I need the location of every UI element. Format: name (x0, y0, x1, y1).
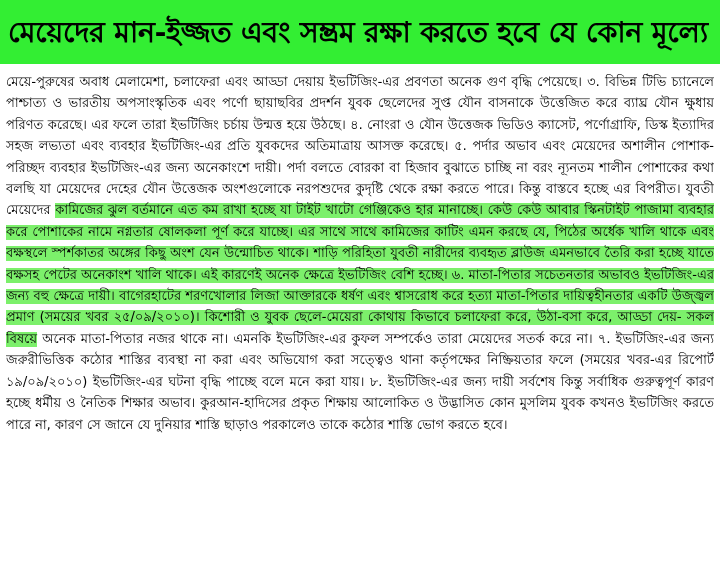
headline: মেয়েদের মান-ইজ্জত এবং সম্ভ্রম রক্ষা করতে হবে যে কোন মূল্যে (8, 14, 708, 49)
article-body (6, 72, 714, 436)
article-text-conclusion: অনেক মাতা-পিতার নজর থাকে না। এমনকি ইভটিজিং-এর কুফল সম্পর্কেও তারা মেয়েদের সতর্ক করে না। ৭. ইভটিজিং-এর জন্য জরুরীভিত্তিক কঠোর শাস্তির ব্যবস্থা না করা এবং অভিযোগ করা সত্ত্বেও থানা কর্তৃপক্ষের নিষ্ক্রিয়তার ফলে (সময়ের খবর-এর রিপোর্ট ১৯/০৯/২০১০) ইভটিজিং-এর ঘটনা বৃদ্ধি পাচ্ছে বলে মনে করা যায়। ৮. ইভটিজিং-এর জন্য দায়ী সর্বশেষ কিন্তু সর্বাধিক গুরুত্বপূর্ণ কারণ হচ্ছে ধর্মীয় ও নৈতিক শিক্ষার অভাব। কুরআন-হাদিসের প্রকৃত শিক্ষায় আলোকিত ও উদ্ভাসিত কোন মুসলিম যুবক কখনও ইভটিজিং করতে পারে না, কারণ সে জানে যে দুনিয়ার শাস্তি ছাড়াও পরকালেও তাকে কঠোর শাস্তি ভোগ করতে হবে। (6, 331, 714, 433)
article-text-highlighted: কামিজের ঝুল বর্তমানে এত কম রাখা হচ্ছে যা টাইট খাটো গেঞ্জিকেও হার মানাচ্ছে। কেউ কেউ আবার স্কিনটাইট পাজামা ব্যবহার করে পোশাকের নামে নগ্নতার ষোলকলা পূর্ণ করে যাচ্ছে। এর সাথে সাথে কামিজের কাটিং এমন করছে যে, পিঠের অর্ধেক খালি থাকে এবং বক্ষস্থলে স্পর্শকাতর অঙ্গের কিছু অংশ যেন উন্মোচিত থাকে। শাড়ি পরিহিতা যুবতী নারীদের ব্যবহৃত ব্লাউজ এমনভাবে তৈরি করা হচ্ছে যাতে বক্ষসহ পেটের অনেকাংশ খালি থাকে। এই কারণেই অনেক ক্ষেত্রে ইভটিজিং বেশি হচ্ছে। ৬. মাতা-পিতার সচেতনতার অভাবও ইভটিজিং-এর জন্য বহু ক্ষেত্রে দায়ী। বাগেরহাটের শরণখোলার লিজা আক্তারকে ধর্ষণ এবং শ্বাসরোধ করে হত্যা মাতা-পিতার দায়িত্বহীনতার একটি উজ্জ্বল প্রমাণ (সময়ের খবর ২৫/০৯/২০১০)। কিশোরী ও যুবক ছেলে-মেয়েরা কোথায় কিভাবে চলাফেরা করে, উঠা-বসা করে, আড্ডা দেয়- সকল বিষয়ে (6, 203, 714, 347)
article-paragraph (6, 72, 714, 436)
headline-banner (0, 0, 720, 64)
article-text-intro: মেয়ে-পুরুষের অবাধ মেলামেশা, চলাফেরা এবং আড্ডা দেয়ায় ইভটিজিং-এর প্রবণতা অনেক গুণ বৃদ্ধি পেয়েছে। ৩. বিভিন্ন টিভি চ্যানেলে পাশ্চাত্য ও ভারতীয় অপসাংস্কৃতিক এবং পর্ণো ছায়াছবির প্রদর্শন যুবক ছেলেদের সুপ্ত যৌন বাসনাকে উত্তেজিত করে ব্যাঘ্র যৌন ক্ষুধায় পরিণত করেছে। এর ফলে তারা ইভটিজিং চর্চায় উন্মত্ত হয়ে উঠছে। ৪. নোংরা ও যৌন উত্তেজক ভিডিও ক্যাসেট, পর্ণোগ্রাফি, ডিস্ক ইত্যাদির সহজ লভ্যতা এবং ব্যবহার ইভটিজিং-এর প্রতি যুবকদের অতিমাত্রায় আসক্ত করেছে। ৫. পর্দার অভাব এবং মেয়েদের অশালীন পোশাক-পরিচ্ছদ ব্যবহার ইভটিজিং-এর জন্য অনেকাংশে দায়ী। পর্দা বলতে বোরকা বা হিজাব বুঝাতে চাচ্ছি না বরং ন্যূনতম শালীন পোশাকের কথা বলছি যা মেয়েদের দেহের যৌন উত্তেজক অংশগুলোকে নরপশুদের কুদৃষ্টি থেকে রক্ষা করতে পারে। কিন্তু বাস্তবে হচ্ছে এর বিপরীত। যুবতী মেয়েদের (6, 75, 714, 219)
